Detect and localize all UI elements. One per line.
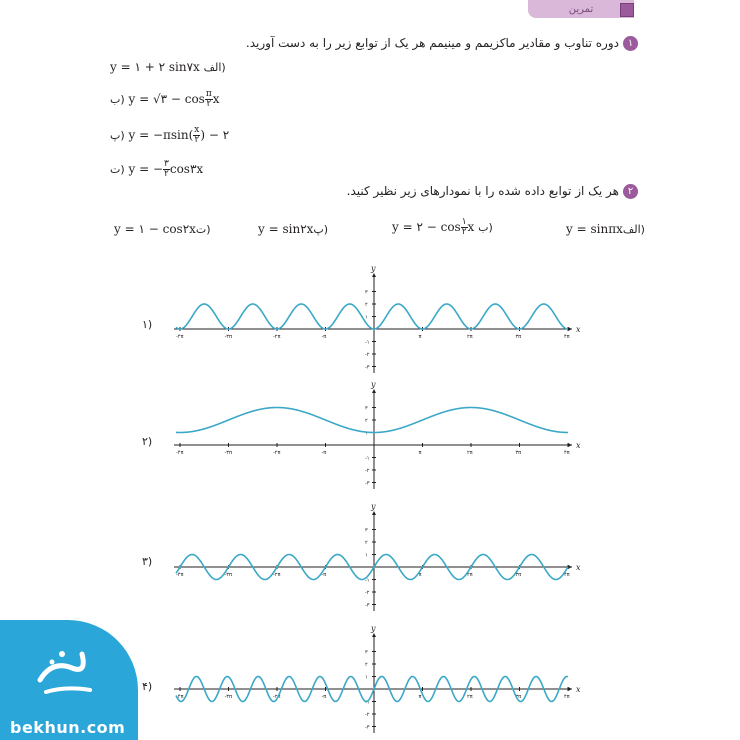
graph-1-y-tick-label: ۳ <box>365 289 368 296</box>
graph-1-x-tick-label: -۲π <box>273 334 281 340</box>
graph-2-y-tick-label: -۳ <box>365 480 370 487</box>
graph-3-x-tick-label: π <box>418 572 422 578</box>
q1-item-te: ت) y = − $\frac{۳}{۲}$ cos۳x <box>110 159 204 179</box>
graph-4-label: ۴) <box>142 680 153 693</box>
graph-1-x-tick-label: -۳π <box>224 334 232 340</box>
graph-4-x-name: x <box>576 685 581 694</box>
graph-2-x-tick-label: -π <box>321 450 327 456</box>
graph-3-x-tick-label: ۳π <box>515 572 522 578</box>
graph-1-label: ۱) <box>142 318 153 331</box>
graph-4-y-tick-label: -۱ <box>365 699 370 706</box>
graph-1-x-arrow <box>568 327 572 331</box>
q2-option-be: y = ۲ − cos $\frac{۱}{۲}$ x ب) <box>392 217 493 237</box>
graph-4-x-tick-label: -۴π <box>176 694 184 700</box>
graph-4-x-tick-label: ۲π <box>467 694 473 700</box>
graph-1-y-arrow <box>372 273 376 277</box>
graph-2-x-tick-label: π <box>418 450 422 456</box>
graph-4-y-tick-label: ۳ <box>365 649 368 656</box>
graph-4-x-tick-label: -۲π <box>273 694 281 700</box>
graph-3-x-tick-label: ۲π <box>467 572 473 578</box>
graph-1-y-tick-label: ۱ <box>365 314 368 321</box>
graph-3-x-name: x <box>576 563 581 572</box>
graph-2-x-tick-label: -۳π <box>224 450 232 456</box>
graph-3-x-arrow <box>568 565 572 569</box>
bekhun-glyph-icon <box>32 640 102 700</box>
graph-1-x-tick-label: ۳π <box>515 334 522 340</box>
graph-2-x-name: x <box>576 441 581 450</box>
graph-2-x-tick-label: -۴π <box>176 450 184 456</box>
graph-4-y-tick-label: -۳ <box>365 724 370 731</box>
graph-3-label: ۳) <box>142 555 153 568</box>
graph-2-y-name: y <box>371 380 376 389</box>
graph-1-x-tick-label: -۴π <box>176 334 184 340</box>
graph-2-y-tick-label: ۳ <box>365 405 368 412</box>
graph-2-label: ۲) <box>142 435 153 448</box>
graph-1-x-tick-label: -π <box>321 334 327 340</box>
graph-1-y-name: y <box>371 264 376 273</box>
graph-4-y-tick-label: ۱ <box>365 674 368 681</box>
question-2-title: ۲هر یک از توابع داده شده را با نمودارهای زیر نظیر کنید. <box>347 184 638 199</box>
question-2-number: ۲ <box>623 184 638 199</box>
question-1-number: ۱ <box>623 36 638 51</box>
graph-3-y-tick-label: -۲ <box>365 590 370 596</box>
graph-4-x-tick-label: -۳π <box>224 694 232 700</box>
graph-3-y-name: y <box>371 502 376 511</box>
graph-3-y-arrow <box>372 511 376 515</box>
graph-1-x-name: x <box>576 325 581 334</box>
graph-2-y-tick-label: -۲ <box>365 468 370 474</box>
graph-3-x-tick-label: ۴π <box>564 572 570 578</box>
graph-2-x-tick-label: -۲π <box>273 450 281 456</box>
graph-3-y-tick-label: ۲ <box>365 540 368 546</box>
graph-3-y-tick-label: ۱ <box>365 552 368 559</box>
q1-item-be: ب) y = √۳ − cos $\frac{\pi}{۲}$ x <box>110 89 220 109</box>
graph-2-y-tick-label: -۱ <box>365 455 370 462</box>
graph-3-x-tick-label: -۳π <box>224 572 232 578</box>
q1-item-alef: y = ۱ + ۲ sin۷x الف) <box>110 60 226 74</box>
graph-1-y-tick-label: -۲ <box>365 352 370 358</box>
graph-1-y-tick-label: -۳ <box>365 364 370 371</box>
graph-1-x-tick-label: π <box>418 334 422 340</box>
graph-2-x-tick-label: ۴π <box>564 450 570 456</box>
q2-option-te: y = ۱ − cos۲xت) <box>114 222 211 236</box>
graph-4-x-tick-label: ۴π <box>564 694 570 700</box>
q1-item-pe: پ) y = −πsin( $\frac{x}{۲}$ ) − ۲ <box>110 125 230 145</box>
graph-4-x-tick-label: ۳π <box>515 694 522 700</box>
graph-2-y-tick-label: ۱ <box>365 430 368 437</box>
graph-4-y-tick-label: -۲ <box>365 712 370 718</box>
graph-4-x-tick-label: -π <box>321 694 327 700</box>
graph-3-y-tick-label: ۳ <box>365 527 368 534</box>
graph-3-y-tick-label: -۳ <box>365 602 370 609</box>
graph-3-x-tick-label: -۴π <box>176 572 184 578</box>
graph-4-x-tick-label: π <box>418 694 422 700</box>
graph-4-x-arrow <box>568 687 572 691</box>
graph-2-x-tick-label: ۳π <box>515 450 522 456</box>
question-1-title: ۱دوره تناوب و مقادیر ماکزیمم و مینیمم هر یک از توابع زیر را به دست آورید. <box>246 36 638 51</box>
graph-2-y-tick-label: ۲ <box>365 418 368 424</box>
graph-2-x-arrow <box>568 443 572 447</box>
watermark-text: bekhun.com <box>10 718 126 737</box>
q2-option-alef: y = sinπxالف) <box>566 222 645 236</box>
graph-2-y-arrow <box>372 389 376 393</box>
graph-3-x-tick-label: -π <box>321 572 327 578</box>
graph-1-y-tick-label: -۱ <box>365 339 370 346</box>
section-tab: تمرین <box>528 0 634 18</box>
q2-option-pe: y = sin۲xپ) <box>258 222 329 236</box>
graph-4-y-arrow <box>372 633 376 637</box>
graph-3-x-tick-label: -۲π <box>273 572 281 578</box>
graph-1-x-tick-label: ۲π <box>467 334 473 340</box>
graph-2-x-tick-label: ۲π <box>467 450 473 456</box>
graph-1-y-tick-label: ۲ <box>365 302 368 308</box>
graph-4-y-tick-label: ۲ <box>365 662 368 668</box>
graph-1-x-tick-label: ۴π <box>564 334 570 340</box>
graph-4-y-name: y <box>371 624 376 633</box>
graph-3-y-tick-label: -۱ <box>365 577 370 584</box>
